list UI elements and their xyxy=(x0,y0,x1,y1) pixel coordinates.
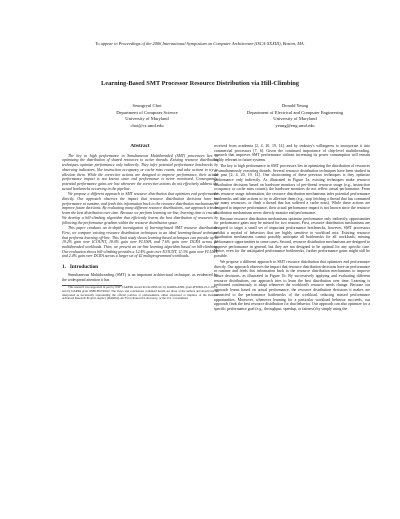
abstract-heading: Abstract xyxy=(130,144,150,149)
author-department: Department of Electrical and Computer Engineering xyxy=(246,109,344,115)
section-title: Introduction xyxy=(69,264,99,271)
abstract-paragraph: The key to high performance in Simultaneous Multithreaded (SMT) processors lies in optimizing the distribution of shared resources to active threads. Existing resource distribution techniques optimize performance only indirectly. They infer potential performance bottlenecks by observing indicators, like instruction occupancy or cache miss counts, and take actions to try to alleviate them. While the corrective actions are designed to improve performance, their actual performance impact is not known since end performance is never monitored. Consequently, potential performance gains are lost whenever the corrective actions do not effectively address the actual bottlenecks occurring in the pipeline. xyxy=(62,153,218,191)
body-paragraph: The key to high performance in SMT processors lies in optimizing the distribution of resources to simultaneously executing threads. Several resource distribution techniques have been studied in the past [2, 4, 20, 19, 14]. One shortcoming of these previous techniques is they optimize performance only indirectly. As illustrated in Figure 1a, existing techniques make resource distribution decisions based on hardware monitors of per-thread resource usage (e.g., instruction occupancy or cache miss counts); the hardware monitors do not reflect actual performance. From this resource usage information, the resource distribution mechanisms infer potential performance bottlenecks and take actions to try to alleviate them (e.g., stop fetching a thread that has consumed too many resources, or flush a thread that has suffered a cache miss). While these actions are designed to improve performance, their actual performance impact is not known since the resource distribution mechanisms never directly monitor end performance. xyxy=(214,163,370,215)
author-name: Seungryul Choi xyxy=(132,103,162,108)
author-university: University of Maryland xyxy=(273,116,317,122)
author-1 xyxy=(92,103,202,129)
section-number: 1. xyxy=(62,264,66,271)
left-column xyxy=(62,144,218,519)
abstract-paragraph: We propose a different approach to SMT resource distribution that optimizes end performance directly. Our approach observes the impact that resource distribution decisions have on performance at runtime, and feeds this information back to the resource distribution mechanisms to improve future decisions. By evaluating many different resource distributions, our approach tries to learn the best distribution over time. Because we perform learning on-line, learning time is crucial. We develop a hill-climbing algorithm that efficiently learns the best distribution of resources by following the performance gradient within the resource distribution space. xyxy=(62,192,218,225)
body-paragraph: Because resource distribution mechanisms optimize performance only indirectly, opportunities for performance gains may be missed for two reasons. First, resource distribution mechanisms are designed to target a small set of important performance bottlenecks, however, SMT processors exhibit a myriad of behaviors that are highly sensitive to workload mix. Existing resource distribution mechanisms cannot possibly anticipate all bottlenecks for all workloads, missing performance opportunities in some cases. Second, resource distribution mechanisms are designed to improve performance in general, but they are not designed to be optimal for any specific case. Hence, even for the anticipated performance bottlenecks, further performance gains might still be possible. xyxy=(214,216,370,259)
abstract-paragraph: This paper conducts an in-depth investigation of learning-based SMT resource distribution. First, we compare existing resource distribution techniques to an ideal learning-based technique that performs learning off-line. This limit study shows learning-based techniques can provide up to 19.2% gain over ICOUNT, 18.0% gain over FLUSH, and 7.6% gain over DCRA across 21 multithreaded workloads. Then, we present an on-line learning algorithm based on hill-climbing. Our evaluation shows hill-climbing provides a 12.4% gain over ICOUNT, 11.3% gain over FLUSH, and 2.4% gain over DCRA across a larger set of 42 multiprogrammed workloads. xyxy=(62,226,218,259)
author-department: Department of Computer Science xyxy=(116,109,178,115)
paper-title: Learning-Based SMT Processor Resource Distribution via Hill-Climbing xyxy=(101,80,299,87)
abstract-body xyxy=(62,154,218,259)
publication-notice: To appear in Proceedings of the 2006 International Symposium on Computer Architecture (ISCA-XXXIII), Boston, MA. xyxy=(95,41,305,46)
funding-footnote: This research was supported in part by NSF CAREER Award #CCR-0093110, by DARPA AFRL grant #F30602-01-C-0171, and by DARPA grant #NBCH1050022. The views and conclusions contained herein are those of the authors and should not be interpreted as necessarily representing the official policies or endorsements, either expressed or implied, of the Defense Advanced Research Projects Agency (DARPA), Air Force Research Laboratory, or the U.S. Government. xyxy=(62,285,218,301)
body-paragraph: received from academia [2, 4, 20, 19, 14], and by industry's willingness to incorporate it into commercial processors [7, 6]. Given the continued importance of chip-level multithreading, research that improves SMT performance without increasing its power consumption will remain highly relevant in future systems. xyxy=(214,144,370,163)
intro-paragraph: Simultaneous Multithreading (SMT) is an important architectural technique, as evidenced by the widespread attention it has xyxy=(62,272,218,282)
author-email[interactable]: choi@cs.umd.edu xyxy=(130,122,164,128)
body-paragraph: We propose a different approach to SMT resource distribution that optimizes end performance directly. Our approach observes the impact that resource distribution decisions have on performance at runtime and feeds this information back to the resource distribution mechanisms to improve future decisions, as illustrated in Figure 1b. By successively applying and evaluating different resource distributions, our approach tries to learn the best distribution over time. Learning is performed continuously to adapt whenever the workload's resource needs change. Because our approach learns based on actual performance, the resource distribution decisions it makes are connected to the performance bottlenecks of the workload, reducing missed performance opportunities. Moreover, whenever learning for a particular workload behavior succeeds, our approach finds the best resource distribution for that behavior. Our approach can also optimize for a specific performance goal (e.g., throughput, speedup, or fairness) by simply using the xyxy=(214,259,370,311)
right-column xyxy=(214,144,370,504)
author-2 xyxy=(218,103,372,129)
author-name: Donald Yeung xyxy=(281,103,309,108)
author-email[interactable]: yeung@eng.umd.edu xyxy=(275,122,315,128)
author-university: University of Maryland xyxy=(125,116,169,122)
section-heading-introduction xyxy=(62,265,218,270)
